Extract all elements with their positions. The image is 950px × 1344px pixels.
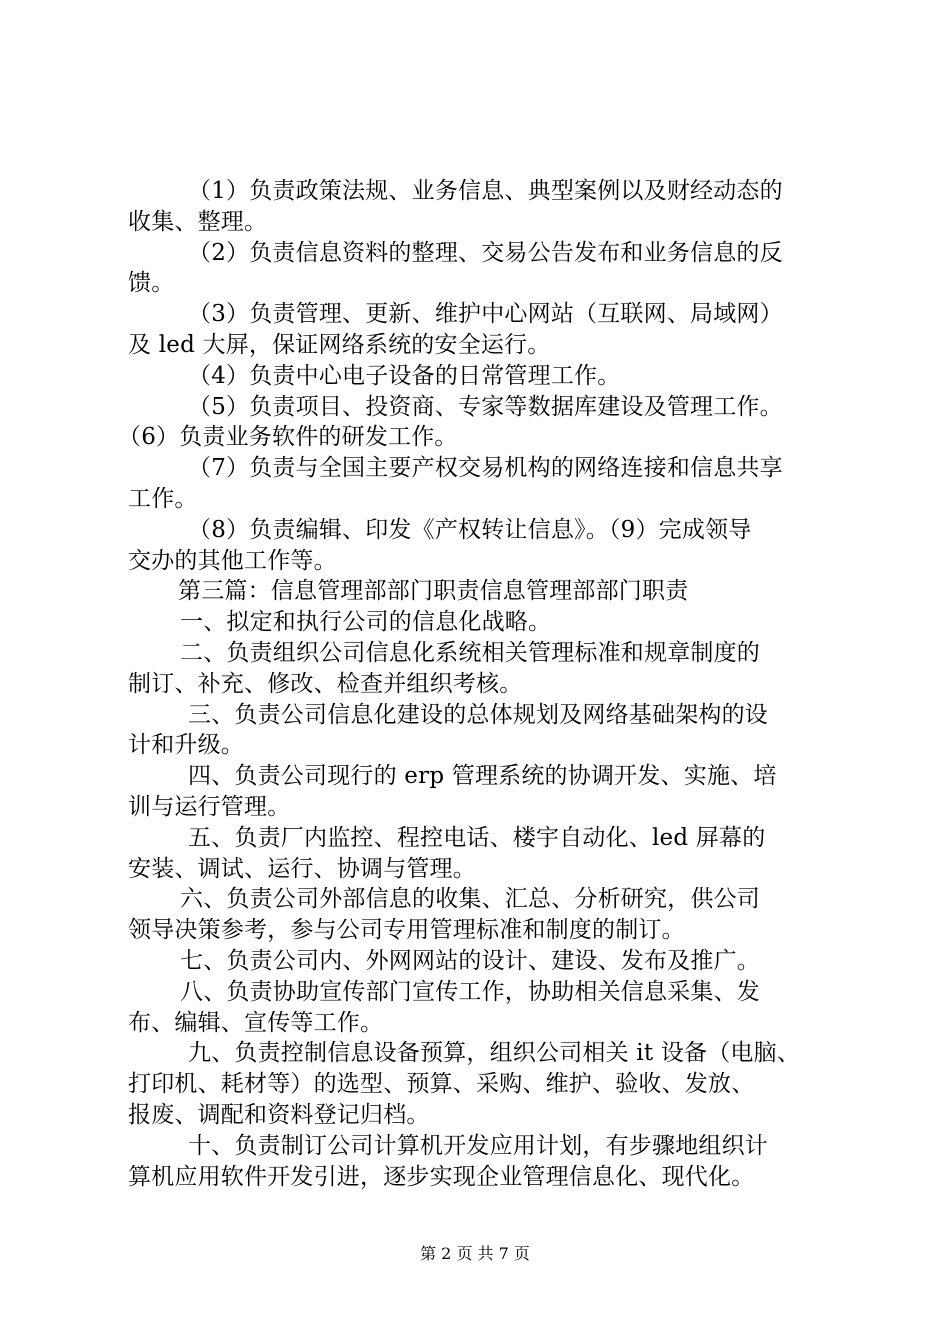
text-line: 第三篇：信息管理部部门职责信息管理部部门职责 bbox=[178, 578, 689, 605]
text-line: 领导决策参考，参与公司专用管理标准和制度的制订。 bbox=[128, 917, 685, 944]
text-line: （2）负责信息资料的整理、交易公告发布和业务信息的反 bbox=[188, 239, 783, 266]
text-line: 四、负责公司现行的 erp 管理系统的协调开发、实施、培 bbox=[188, 763, 777, 790]
text-line: 打印机、耗材等）的选型、预算、采购、维护、验收、发放、 bbox=[128, 1071, 755, 1098]
text-line: （3）负责管理、更新、维护中心网站（互联网、局域网） bbox=[188, 301, 783, 328]
page-footer: 第 2 页 共 7 页 bbox=[420, 1244, 530, 1263]
text-line: 收集、整理。 bbox=[128, 208, 268, 235]
text-line: 安装、调试、运行、协调与管理。 bbox=[128, 855, 476, 882]
text-line: （5）负责项目、投资商、专家等数据库建设及管理工作。 bbox=[188, 393, 783, 420]
text-line: 六、负责公司外部信息的收集、汇总、分析研究，供公司 bbox=[180, 886, 760, 913]
text-line: 交办的其他工作等。 bbox=[128, 547, 337, 574]
text-line: 布、编辑、宣传等工作。 bbox=[128, 1009, 384, 1036]
text-line: 训与运行管理。 bbox=[128, 793, 291, 820]
text-line: 一、拟定和执行公司的信息化战略。 bbox=[180, 609, 552, 636]
text-line: （1）负责政策法规、业务信息、典型案例以及财经动态的 bbox=[188, 178, 783, 204]
document-body bbox=[118, 176, 840, 1192]
text-line: 九、负责控制信息设备预算，组织公司相关 it 设备（电脑、 bbox=[188, 1040, 801, 1067]
text-line: 制订、补充、修改、检查并组织考核。 bbox=[128, 670, 523, 697]
text-line: 工作。 bbox=[128, 485, 198, 512]
text-line: （6）负责业务软件的研发工作。 bbox=[118, 424, 458, 451]
text-line: （4）负责中心电子设备的日常管理工作。 bbox=[188, 362, 621, 389]
text-line: 算机应用软件开发引进，逐步实现企业管理信息化、现代化。 bbox=[128, 1163, 755, 1190]
text-line: 及 led 大屏，保证网络系统的安全运行。 bbox=[128, 331, 551, 358]
text-line: 三、负责公司信息化建设的总体规划及网络基础架构的设 bbox=[188, 701, 768, 728]
text-line: 二、负责组织公司信息化系统相关管理标准和规章制度的 bbox=[180, 639, 760, 666]
text-line: 七、负责公司内、外网网站的设计、建设、发布及推广。 bbox=[180, 947, 760, 974]
text-line: 五、负责厂内监控、程控电话、楼宇自动化、led 屏幕的 bbox=[188, 824, 766, 851]
text-line: 计和升级。 bbox=[128, 732, 244, 759]
text-line: 八、负责协助宣传部门宣传工作，协助相关信息采集、发 bbox=[180, 978, 760, 1005]
text-line: （7）负责与全国主要产权交易机构的网络连接和信息共享 bbox=[188, 455, 783, 482]
text-line: （8）负责编辑、印发《产权转让信息》。（9）完成领导 bbox=[188, 516, 752, 543]
text-line: 十、负责制订公司计算机开发应用计划，有步骤地组织计 bbox=[188, 1132, 768, 1159]
text-line: 馈。 bbox=[128, 270, 175, 297]
text-line: 报废、调配和资料登记归档。 bbox=[128, 1101, 430, 1128]
